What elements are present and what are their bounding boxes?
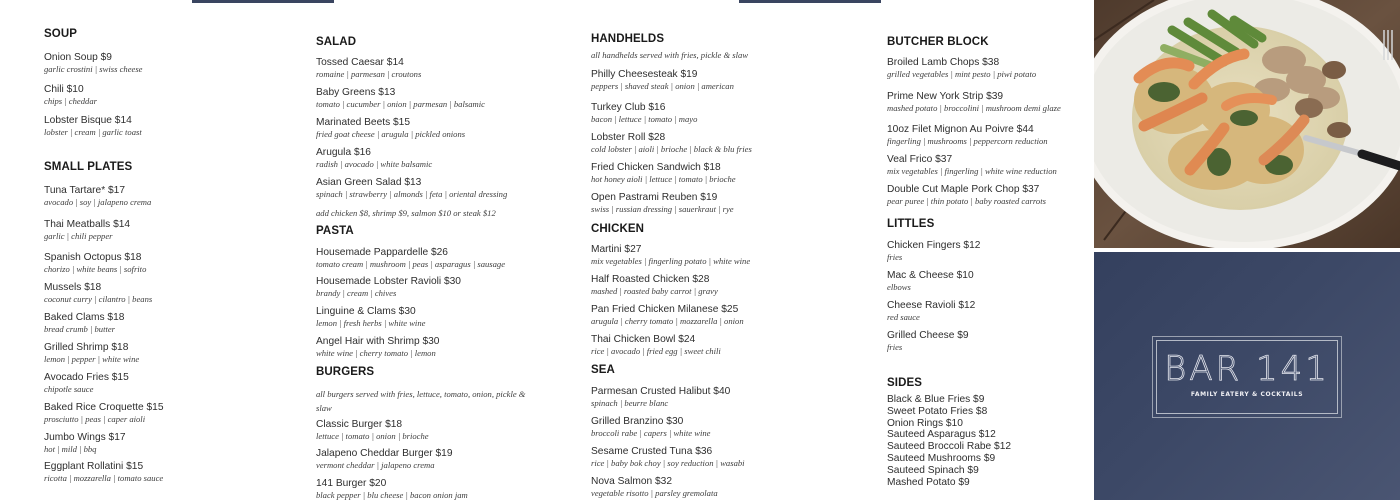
item-name: Lobster Roll $28 (591, 132, 666, 143)
item-description: fries (887, 252, 903, 262)
item-description: mix vegetables | fingerling | white wine reduction (887, 166, 1057, 176)
menu-item (316, 247, 586, 270)
item-name: Arugula $16 (316, 147, 371, 158)
menu-item (316, 478, 586, 500)
item-description: elbows (887, 282, 911, 292)
item-description: arugula | cherry tomato | mozzarella | onion (591, 316, 744, 326)
side-item: Sauteed Broccoli Rabe $12 (887, 441, 1012, 453)
menu-item (591, 476, 861, 499)
item-description: coconut curry | cilantro | beans (44, 294, 153, 304)
menu-item (44, 372, 314, 395)
item-name: Open Pastrami Reuben $19 (591, 192, 718, 203)
section-title-burgers: BURGERS (316, 366, 375, 378)
menu-item (591, 446, 861, 469)
item-description: grilled vegetables | mint pesto | piwi potato (887, 69, 1037, 79)
item-name: Asian Green Salad $13 (316, 177, 422, 188)
item-description: lettuce | tomato | onion | brioche (316, 431, 429, 441)
item-name: Baked Rice Croquette $15 (44, 402, 164, 413)
item-description: red sauce (887, 312, 920, 322)
item-name: Thai Meatballs $14 (44, 219, 131, 230)
side-item: Onion Rings $10 (887, 417, 963, 429)
item-name: Chicken Fingers $12 (887, 240, 981, 251)
item-description: spinach | beurre blanc (591, 398, 669, 408)
section-title-chicken: CHICKEN (591, 223, 645, 235)
item-name: Fried Chicken Sandwich $18 (591, 162, 721, 173)
menu-item (316, 276, 586, 299)
section-title-littles: LITTLES (887, 218, 935, 230)
menu-item (591, 102, 861, 125)
item-description: cold lobster | aioli | brioche | black & blu fries (591, 144, 752, 154)
menu-item (44, 402, 314, 425)
item-description: mashed potato | broccolini | mushroom demi glaze (887, 103, 1061, 113)
item-description: vermont cheddar | jalapeno crema (316, 460, 435, 470)
menu-item (44, 312, 314, 335)
menu-item (44, 252, 314, 275)
logo-subtitle: FAMILY EATERY & COCKTAILS (1190, 391, 1304, 398)
menu-item (44, 185, 314, 208)
item-name: Baby Greens $13 (316, 87, 396, 98)
item-name: Veal Frico $37 (887, 154, 953, 165)
menu-item (44, 115, 314, 138)
menu-item (44, 219, 314, 242)
item-name: Lobster Bisque $14 (44, 115, 132, 126)
item-name: Half Roasted Chicken $28 (591, 274, 710, 285)
item-name: Angel Hair with Shrimp $30 (316, 336, 440, 347)
item-description: bread crumb | butter (44, 324, 116, 334)
item-description: mashed | roasted baby carrot | gravy (591, 286, 718, 296)
item-name: Pan Fried Chicken Milanese $25 (591, 304, 739, 315)
item-name: Double Cut Maple Pork Chop $37 (887, 184, 1040, 195)
item-name: Housemade Pappardelle $26 (316, 247, 448, 258)
item-description: peppers | shaved steak | onion | american (591, 81, 734, 91)
menu-item (44, 52, 314, 75)
menu-item (591, 386, 861, 409)
burgers-note: all burgers served with fries, lettuce, tomato, onion, pickle & slaw (316, 389, 526, 413)
menu-item (44, 282, 314, 305)
item-name: Cheese Ravioli $12 (887, 300, 976, 311)
item-name: Avocado Fries $15 (44, 372, 129, 383)
item-description: tomato cream | mushroom | peas | asparagus | sausage (316, 259, 506, 269)
menu-item (316, 147, 586, 170)
menu-item (316, 117, 586, 140)
item-description: chorizo | white beans | sofrito (44, 264, 147, 274)
item-name: Jalapeno Cheddar Burger $19 (316, 448, 453, 459)
item-name: Martini $27 (591, 244, 642, 255)
item-description: fingerling | mushrooms | peppercorn reduction (887, 136, 1048, 146)
item-description: spinach | strawberry | almonds | feta | oriental dressing (316, 189, 508, 199)
item-description: mix vegetables | fingerling potato | white wine (591, 256, 751, 266)
section-title-handhelds: HANDHELDS (591, 33, 665, 45)
item-description: prosciutto | peas | caper aioli (44, 414, 146, 424)
item-description: swiss | russian dressing | sauerkraut | rye (591, 204, 734, 214)
menu-item (44, 461, 314, 484)
menu-item (44, 342, 314, 365)
item-description: radish | avocado | white balsamic (316, 159, 433, 169)
item-description: rice | baby bok choy | soy reduction | wasabi (591, 458, 745, 468)
item-description: chips | cheddar (44, 96, 97, 106)
menu-item (44, 432, 314, 455)
item-name: Chili $10 (44, 84, 84, 95)
item-name: Philly Cheesesteak $19 (591, 69, 698, 80)
section-title-soup: SOUP (44, 28, 77, 40)
menu-item (591, 132, 861, 155)
item-description: pear puree | thin potato | baby roasted carrots (887, 196, 1046, 206)
item-name: Tuna Tartare* $17 (44, 185, 125, 196)
item-description: vegetable risotto | parsley gremolata (591, 488, 718, 498)
item-description: ricotta | mozzarella | tomato sauce (44, 473, 164, 483)
item-name: 10oz Filet Mignon Au Poivre $44 (887, 124, 1034, 135)
item-description: romaine | parmesan | croutons (316, 69, 422, 79)
menu-item (316, 336, 586, 359)
menu-item (591, 192, 861, 215)
item-name: Housemade Lobster Ravioli $30 (316, 276, 461, 287)
item-description: lemon | pepper | white wine (44, 354, 140, 364)
item-name: Linguine & Clams $30 (316, 306, 416, 317)
item-description: broccoli rabe | capers | white wine (591, 428, 711, 438)
item-description: chipotle sauce (44, 384, 94, 394)
item-description: black pepper | blu cheese | bacon onion jam (316, 490, 468, 500)
menu-item (316, 306, 586, 329)
menu-item (316, 419, 586, 442)
section-title-small-plates: SMALL PLATES (44, 161, 133, 173)
salad-addon-note: add chicken $8, shrimp $9, salmon $10 or steak $12 (316, 208, 496, 218)
item-name: Grilled Cheese $9 (887, 330, 969, 341)
item-description: rice | avocado | fried egg | sweet chili (591, 346, 721, 356)
item-name: Classic Burger $18 (316, 419, 403, 430)
item-name: Jumbo Wings $17 (44, 432, 126, 443)
shrimp-dish-illustration (1094, 0, 1400, 248)
item-description: garlic crostini | swiss cheese (44, 64, 143, 74)
item-name: Eggplant Rollatini $15 (44, 461, 144, 472)
item-description: bacon | lettuce | tomato | mayo (591, 114, 698, 124)
menu-item (591, 162, 861, 185)
item-description: garlic | chili pepper (44, 231, 113, 241)
menu-item (316, 87, 586, 110)
item-name: 141 Burger $20 (316, 478, 387, 489)
item-description: fried goat cheese | arugula | pickled onions (316, 129, 466, 139)
menu-item (591, 244, 861, 267)
item-description: lemon | fresh herbs | white wine (316, 318, 426, 328)
handhelds-note: all handhelds served with fries, pickle & slaw (591, 50, 749, 60)
item-name: Prime New York Strip $39 (887, 91, 1004, 102)
item-name: Turkey Club $16 (591, 102, 666, 113)
item-name: Nova Salmon $32 (591, 476, 672, 487)
item-name: Sesame Crusted Tuna $36 (591, 446, 713, 457)
item-description: tomato | cucumber | onion | parmesan | balsamic (316, 99, 485, 109)
item-name: Onion Soup $9 (44, 52, 112, 63)
side-item: Mashed Potato $9 (887, 476, 970, 488)
item-name: Mac & Cheese $10 (887, 270, 974, 281)
top-accent-bar-right (739, 0, 881, 3)
section-title-sea: SEA (591, 364, 615, 376)
menu-item (316, 448, 586, 471)
menu-item (591, 304, 861, 327)
menu-item (316, 57, 586, 80)
menu-item (591, 69, 861, 92)
section-title-salad: SALAD (316, 36, 357, 48)
menu-item (44, 84, 314, 107)
menu-item (591, 274, 861, 297)
item-name: Baked Clams $18 (44, 312, 125, 323)
side-item: Sweet Potato Fries $8 (887, 405, 988, 417)
item-description: white wine | cherry tomato | lemon (316, 348, 436, 358)
item-name: Parmesan Crusted Halibut $40 (591, 386, 731, 397)
top-accent-bar-left (192, 0, 334, 3)
item-name: Grilled Shrimp $18 (44, 342, 129, 353)
item-name: Spanish Octopus $18 (44, 252, 142, 263)
sides-list (887, 394, 1011, 488)
item-description: avocado | soy | jalapeno crema (44, 197, 152, 207)
item-description: brandy | cream | chives (316, 288, 397, 298)
item-name: Mussels $18 (44, 282, 102, 293)
menu-item (591, 416, 861, 439)
section-title-pasta: PASTA (316, 225, 354, 237)
logo-title: BAR 141 (1164, 349, 1330, 389)
menu-item (591, 334, 861, 357)
item-name: Broiled Lamb Chops $38 (887, 57, 1000, 68)
item-description: lobster | cream | garlic toast (44, 127, 142, 137)
item-name: Grilled Branzino $30 (591, 416, 684, 427)
side-item: Sauteed Mushrooms $9 (887, 452, 996, 464)
item-description: hot | mild | bbq (44, 444, 97, 454)
food-photo (1094, 0, 1400, 248)
item-name: Tossed Caesar $14 (316, 57, 404, 68)
side-item: Black & Blue Fries $9 (887, 394, 985, 405)
item-name: Marinated Beets $15 (316, 117, 411, 128)
item-description: hot honey aioli | lettuce | tomato | brioche (591, 174, 736, 184)
side-item: Sauteed Spinach $9 (887, 464, 979, 476)
logo-frame (1152, 336, 1342, 418)
logo-panel (1094, 252, 1400, 500)
menu-item (316, 177, 586, 200)
item-name: Thai Chicken Bowl $24 (591, 334, 696, 345)
side-item: Sauteed Asparagus $12 (887, 429, 996, 441)
section-title-butcher-block: BUTCHER BLOCK (887, 36, 989, 48)
item-description: fries (887, 342, 903, 352)
section-title-sides: SIDES (887, 377, 923, 389)
